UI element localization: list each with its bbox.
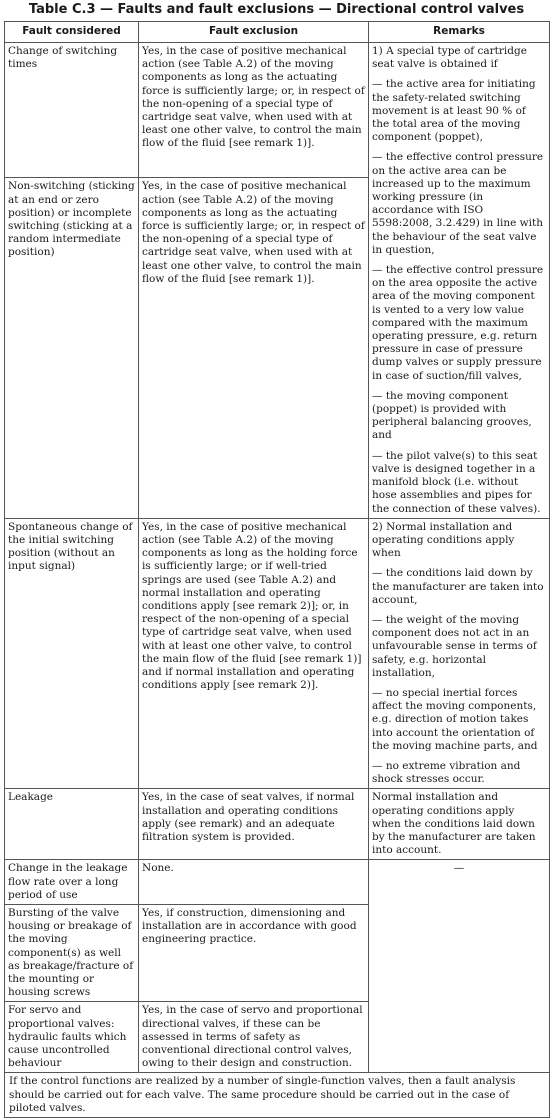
table-row xyxy=(5,860,550,905)
remark-cell-3: Normal installation and operating conditions apply when the conditions laid down by the manufacturer are taken into account. xyxy=(369,789,550,860)
remark-line: — no special inertial forces affect the moving components, e.g. direction of motion takes into account the orientation of the moving machine parts, and xyxy=(372,686,538,752)
exclusion-cell: Yes, in the case of positive mechanical action (see Table A.2) of the moving components as long as the holding force is sufficiently large; or if well-tried springs are used (see Table A.2) and normal installation and operating conditions apply [see remark 2)]; or, in respect of the non-opening of a special type of cartridge seat valve, when used with at least one other valve, to control the main flow of the fluid [see remark 1)] and if normal installation and operating conditions apply [see remark 2)]. xyxy=(139,518,369,789)
exclusion-cell: Yes, if construction, dimensioning and installation are in accordance with good engineering practice. xyxy=(139,904,369,1001)
remark-line: — the moving component (poppet) is provided with peripheral balancing grooves, and xyxy=(372,389,532,442)
remark-line: 2) Normal installation and operating conditions apply when xyxy=(372,520,515,560)
column-header-exclusion: Fault exclusion xyxy=(139,22,369,43)
exclusion-cell: Yes, in the case of positive mechanical action (see Table A.2) of the moving components as long as the actuating force is sufficiently large; or, in respect of the non-opening of a special type of cartridge seat valve, when used with at least one other valve, to control the main flow of the fluid [see remark 1)]. xyxy=(139,178,369,518)
remark-cell-2 xyxy=(369,518,550,789)
fault-cell: Bursting of the valve housing or breakage of the moving component(s) as well as breakage/fracture of the mounting or housing screws xyxy=(5,904,139,1001)
remark-line: — the conditions laid down by the manufacturer are taken into account, xyxy=(372,567,544,606)
fault-cell: Non-switching (sticking at an end or zero position) or incomplete switching (sticking at a random intermediate position) xyxy=(5,178,139,518)
fault-cell: Change of switching times xyxy=(5,43,139,178)
remark-line: — the weight of the moving component does not act in an unfavourable sense in terms of safety, e.g. horizontal installation, xyxy=(372,613,537,679)
exclusion-cell: Yes, in the case of servo and proportional directional valves, if these can be assessed in terms of safety as conventional directional control valves, owing to their design and construction. xyxy=(139,1002,369,1073)
remark-line: — the effective control pressure on the area opposite the active area of the moving component is vented to a very low value compared with the maximum operating pressure, e.g. return pressure in case of pressure dump valves or supply pressure in case of suction/fill valves, xyxy=(372,264,544,382)
remark-cell-dash: — xyxy=(369,860,550,1073)
remark-line: 1) A special type of cartridge seat valve is obtained if xyxy=(372,45,527,71)
faults-table xyxy=(4,21,550,1118)
remark-line: — the active area for initiating the safety-related switching movement is at least 90 % of the total area of the moving component (poppet), xyxy=(372,78,536,144)
table-title: Table C.3 — Faults and fault exclusions — Directional control valves xyxy=(28,2,525,17)
fault-cell: Leakage xyxy=(5,789,139,860)
footnote-row xyxy=(5,1073,550,1118)
column-header-fault: Fault considered xyxy=(5,22,139,43)
table-row xyxy=(5,43,550,178)
table-row xyxy=(5,518,550,789)
fault-cell: Spontaneous change of the initial switching position (without an input signal) xyxy=(5,518,139,789)
remark-line: — no extreme vibration and shock stresses occur. xyxy=(372,759,521,786)
exclusion-cell: Yes, in the case of positive mechanical action (see Table A.2) of the moving components as long as the actuating force is sufficiently large; or, in respect of the non-opening of a special type of cartridge seat valve, when used with at least one other valve, to control the main flow of the fluid [see remark 1)]. xyxy=(139,43,369,178)
table-row xyxy=(5,789,550,860)
exclusion-cell: None. xyxy=(139,860,369,905)
remark-line: — the effective control pressure on the active area can be increased up to the maximum working pressure (in accordance with ISO 5598:2008, 3.2.429) in line with the behaviour of the seat valve in question, xyxy=(372,151,544,256)
footnote: If the control functions are realized by a number of single-function valves, then a fault analysis should be carried out for each valve. The same procedure should be carried out in the case of piloted valves. xyxy=(5,1073,550,1118)
remark-cell-1 xyxy=(369,43,550,519)
remark-line: — the pilot valve(s) to this seat valve is designed together in a manifold block (i.e. without hose assemblies and pipes for the connection of these valves). xyxy=(372,449,541,515)
fault-cell: For servo and proportional valves: hydraulic faults which cause uncontrolled behaviour xyxy=(5,1002,139,1073)
column-header-remarks: Remarks xyxy=(369,22,550,43)
exclusion-cell: Yes, in the case of seat valves, if normal installation and operating conditions apply (see remark) and an adequate filtration system is provided. xyxy=(139,789,369,860)
fault-cell: Change in the leakage flow rate over a long period of use xyxy=(5,860,139,905)
header-row xyxy=(5,22,550,43)
